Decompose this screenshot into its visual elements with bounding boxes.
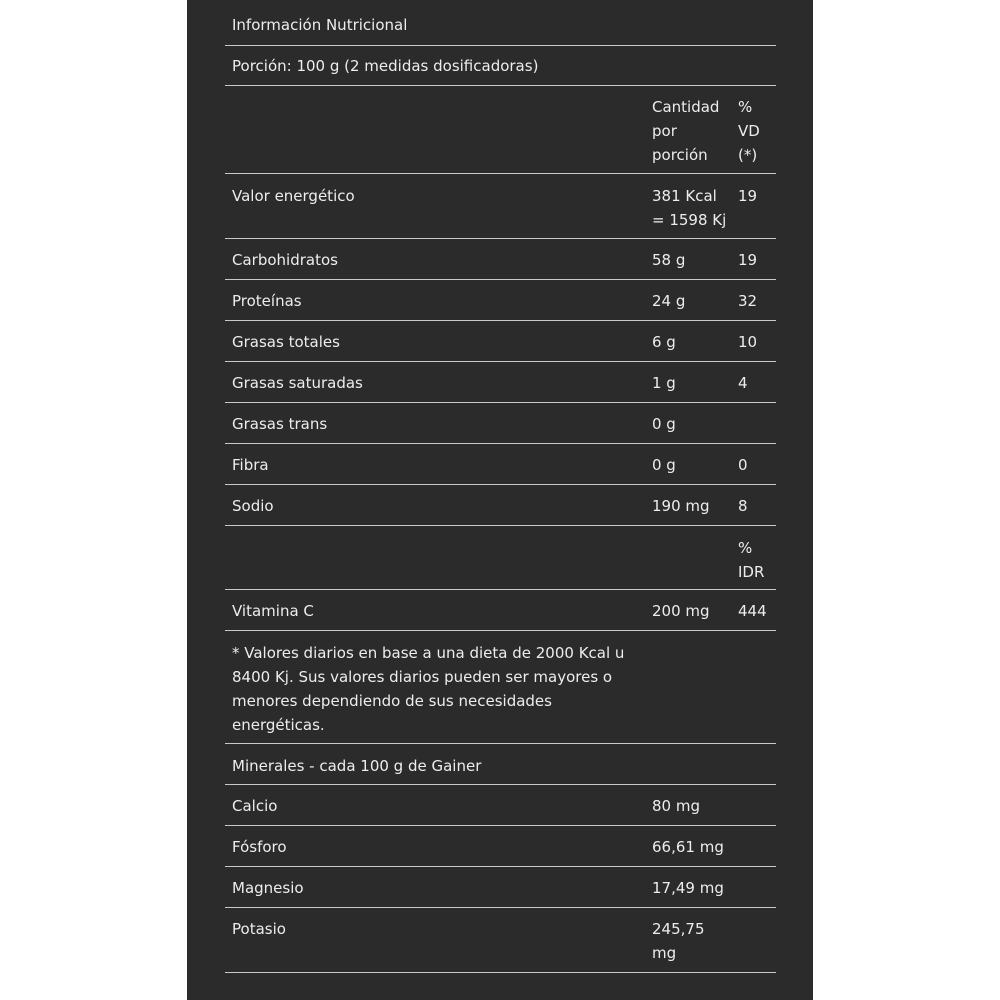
mineral-name: Potasio xyxy=(232,920,286,938)
energy-amount xyxy=(652,184,726,232)
portion-row xyxy=(225,46,776,86)
amount-header xyxy=(652,95,719,167)
table-row xyxy=(225,403,776,444)
minerals-title-row xyxy=(225,744,776,785)
nutrient-name: Grasas totales xyxy=(232,333,340,351)
energy-amount-line-1: 381 Kcal xyxy=(652,187,717,205)
nutrient-amount: 190 mg xyxy=(652,497,710,515)
mineral-name: Fósforo xyxy=(232,838,287,856)
mineral-amount-line-1: 245,75 xyxy=(652,920,705,938)
nutrient-name: Carbohidratos xyxy=(232,251,338,269)
vd-header xyxy=(738,95,760,167)
amount-header-line-2: por xyxy=(652,122,677,140)
nutrient-amount: 6 g xyxy=(652,333,676,351)
nutrient-amount: 58 g xyxy=(652,251,686,269)
idr-header-line-1: % xyxy=(738,539,753,557)
vd-header-line-2: VD xyxy=(738,122,760,140)
nutrient-name: Sodio xyxy=(232,497,274,515)
table-row xyxy=(225,908,776,973)
mineral-amount: 17,49 mg xyxy=(652,879,724,897)
table-row xyxy=(225,239,776,280)
nutrient-vd: 4 xyxy=(738,374,748,392)
nutrient-vd: 19 xyxy=(738,251,758,269)
nutrient-name: Grasas trans xyxy=(232,415,328,433)
nutrient-vd: 32 xyxy=(738,292,758,310)
table-row xyxy=(225,321,776,362)
idr-header-row xyxy=(225,526,776,590)
nutrient-amount: 0 g xyxy=(652,456,676,474)
vitamin-amount: 200 mg xyxy=(652,602,710,620)
vd-header-line-3: (*) xyxy=(738,146,758,164)
nutrient-vd: 0 xyxy=(738,456,748,474)
table-row xyxy=(225,444,776,485)
footnote-text: * Valores diarios en base a una dieta de 2000 Kcal u 8400 Kj. Sus valores diarios pueden ser mayores o menores dependiendo de sus necesidades energéticas. xyxy=(232,644,625,734)
table-title: Información Nutricional xyxy=(232,16,408,34)
nutrient-vd: 10 xyxy=(738,333,758,351)
nutrition-table xyxy=(225,0,776,973)
table-row xyxy=(225,826,776,867)
column-header-row xyxy=(225,86,776,174)
energy-amount-line-2: = 1598 Kj xyxy=(652,211,727,229)
energy-vd: 19 xyxy=(738,187,758,205)
mineral-amount xyxy=(652,917,705,965)
mineral-amount-line-2: mg xyxy=(652,944,677,962)
table-row xyxy=(225,280,776,321)
table-row xyxy=(225,867,776,908)
portion-text: Porción: 100 g (2 medidas dosificadoras) xyxy=(232,57,539,75)
idr-header xyxy=(738,536,764,584)
mineral-amount: 66,61 mg xyxy=(652,838,724,856)
table-row xyxy=(225,485,776,526)
table-row xyxy=(225,362,776,403)
mineral-name: Magnesio xyxy=(232,879,304,897)
amount-header-line-3: porción xyxy=(652,146,708,164)
nutrient-amount: 24 g xyxy=(652,292,686,310)
minerals-title: Minerales - cada 100 g de Gainer xyxy=(232,757,482,775)
vitamin-idr: 444 xyxy=(738,602,767,620)
nutrient-name: Proteínas xyxy=(232,292,302,310)
vitamin-name: Vitamina C xyxy=(232,602,314,620)
idr-header-line-2: IDR xyxy=(738,563,765,581)
table-row xyxy=(225,785,776,826)
energy-row xyxy=(225,174,776,239)
amount-header-line-1: Cantidad xyxy=(652,98,720,116)
vd-header-line-1: % xyxy=(738,98,753,116)
nutrient-amount: 1 g xyxy=(652,374,676,392)
vitamin-c-row xyxy=(225,590,776,631)
mineral-amount: 80 mg xyxy=(652,797,700,815)
mineral-name: Calcio xyxy=(232,797,278,815)
title-row xyxy=(225,0,776,46)
nutrient-vd: 8 xyxy=(738,497,748,515)
nutrient-name: Grasas saturadas xyxy=(232,374,363,392)
nutrient-name: Fibra xyxy=(232,456,269,474)
energy-name: Valor energético xyxy=(232,187,355,205)
nutrient-amount: 0 g xyxy=(652,415,676,433)
footnote-row xyxy=(225,631,776,744)
